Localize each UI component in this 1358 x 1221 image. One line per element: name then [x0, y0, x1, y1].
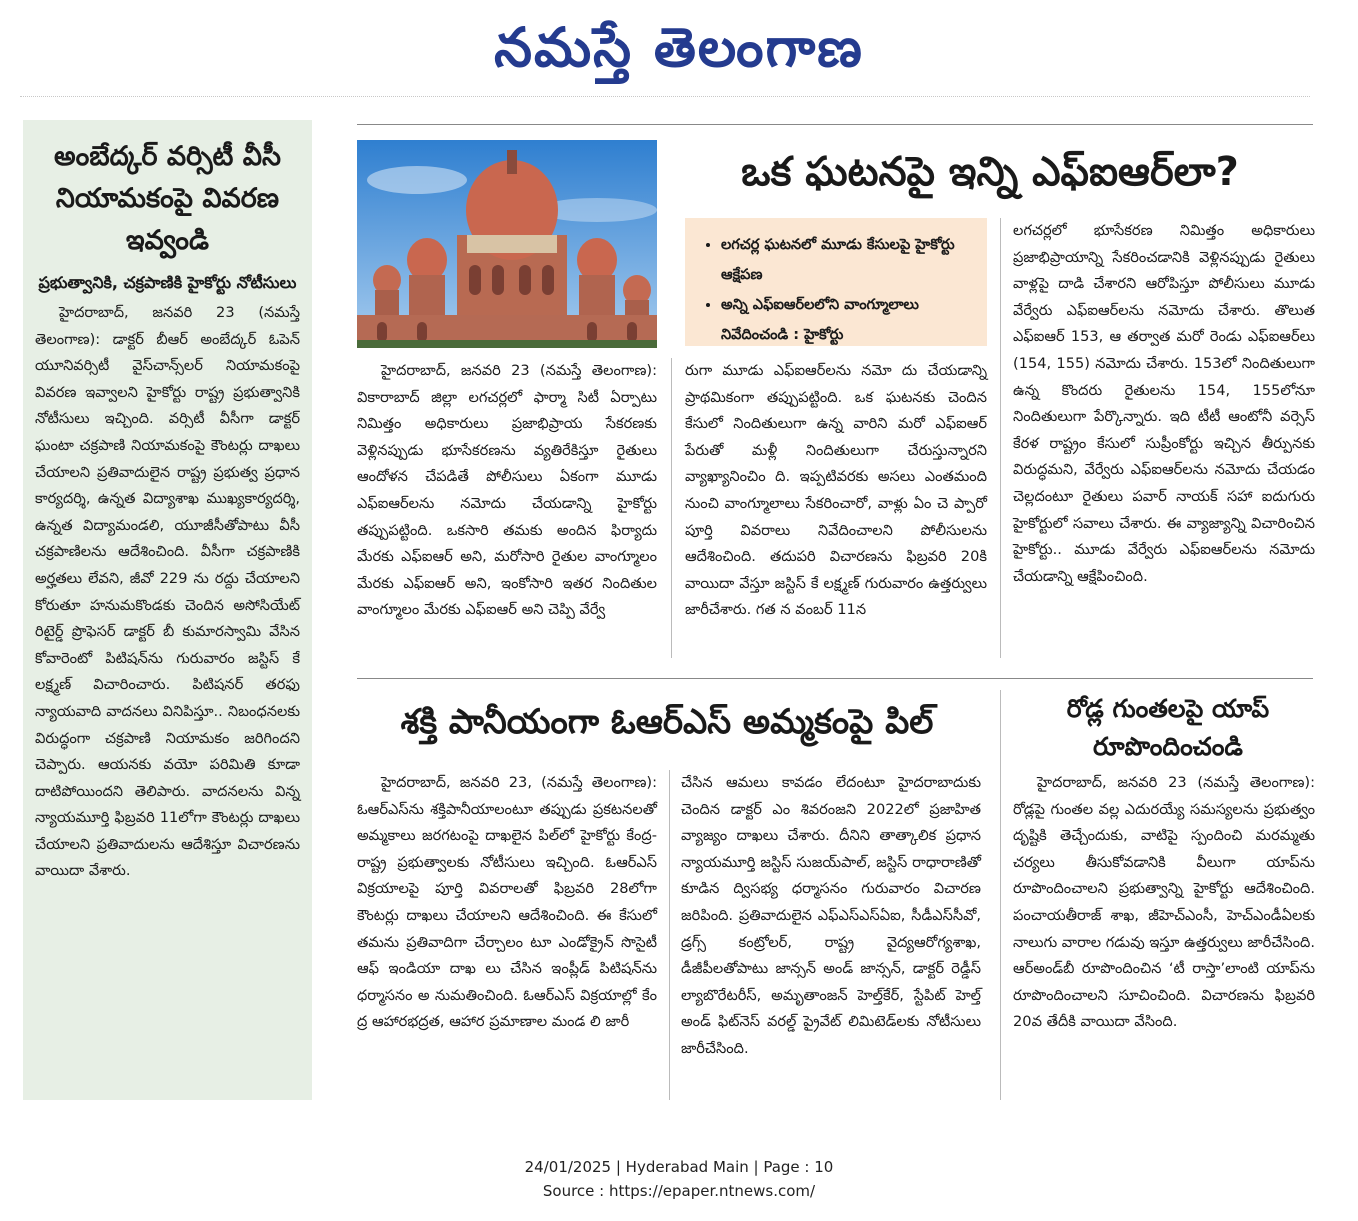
- article3-column: [1013, 770, 1315, 1036]
- article2-column-2: [681, 770, 981, 1063]
- article2-headline: శక్తి పానీయంగా ఓఆర్ఎస్ అమ్మకంపై పిల్: [400, 702, 934, 742]
- highlight-item: • అన్ని ఎఫ్ఐఆర్‌లలోని వాంగ్మూలాలు నివేదించండి : హైకోర్టు: [721, 290, 977, 350]
- masthead: [0, 8, 1358, 88]
- article1-headline: ఒక ఘటనపై ఇన్ని ఎఫ్ఐఆర్‌లా?: [741, 149, 1239, 195]
- column-divider: [669, 770, 670, 1100]
- footer-source-link[interactable]: Source : https://epaper.ntnews.com/: [542, 1182, 816, 1200]
- article1-col2-text: రుగా మూడు ఎఫ్ఐఆర్‌లను నమో దు చేయడాన్ని ప్రాథమికంగా తప్పుపట్టింది. ఒక ఘటనకు చెందిన కేసులో నిందితులుగా ఉన్న వారిని మరో ఎఫ్ఐఆర్ పేరుతో మళ్లీ నిందితులుగా చేరుస్తున్నారని వ్యాఖ్యానించిం ది. ఇప్పటివరకు అసలు ఎంతమంది నుంచి వాంగ్మూలాలు సేకరించారో, వాళ్లు ఏం చె ప్పారో పూర్తి వివరాలు నివేదించాలని పోలీసులను ఆదేశించింది. తదుపరి విచారణను ఫిబ్రవరి 20కి వాయిదా వేస్తూ జస్టిస్ కే లక్ష్మణ్ గురువారం ఉత్తర్వులు జారీచేశారు. గత న వంబర్ 11న: [685, 362, 987, 619]
- article2-col2-text: చేసిన ఆమలు కావడం లేదంటూ హైదరాబాదుకు చెందిన డాక్టర్ ఎం శివరంజని 2022లో ప్రజాహిత వ్యాజ్యం దాఖలు చేశారు. దీనిని తాత్కాలిక ప్రధాన న్యాయమూర్తి జస్టిస్ సుజయ్‌పాల్, జస్టిస్ రాధారాణితో కూడిన ద్విసభ్య ధర్మాసనం గురువారం విచారణ జరిపింది. ప్రతివాదులైన ఎఫ్ఎస్ఎస్ఏఐ, సీడీఎస్‌సీవో, డ్రగ్స్ కంట్రోలర్, రాష్ట్ర వైద్యఆరోగ్యశాఖ, డీజీపీలతోపాటు జాన్సన్ అండ్ జాన్సన్, డాక్టర్ రెడ్డీస్ ల్యాబొరేటరీస్, అమృతాంజన్ హెల్త్‌కేర్, స్టేపిట్ హెల్త్ అండ్ ఫిట్‌నెస్ వరల్డ్ ప్రైవేట్ లిమిటెడ్‌లకు నోటీసులు జారీచేసింది.: [681, 774, 981, 1057]
- highlight-item: • లగచర్ల ఘటనలో మూడు కేసులపై హైకోర్టు ఆక్షేపణ: [721, 230, 977, 290]
- masthead-divider: [20, 96, 1310, 103]
- article1-highlights: [685, 218, 987, 346]
- article3-body: హైదరాబాద్, జనవరి 23 (నమస్తే తెలంగాణ): రోడ్లపై గుంతల వల్ల ఎదురయ్యే సమస్యలను ప్రభుత్వం దృష్టికి తెచ్చేందుకు, వాటిపై స్పందించి మరమ్మతు చర్యలు తీసుకోవడానికి వీలుగా యాప్‌ను రూపొందించాలని ప్రభుత్వాన్ని హైకోర్టు ఆదేశించింది. పంచాయతీరాజ్ శాఖ, జీహెచ్ఎంసీ, హెచ్ఎండీఏలకు నాలుగు వారాల గడువు ఇస్తూ ఉత్తర్వులు జారీచేసింది. ఆర్అండ్‌బీ రూపొందించిన ‘టీ రాస్తా’లాంటి యాప్‌ను రూపొందించాలని సూచించింది. విచారణను ఫిబ్రవరి 20వ తేదీకి వాయిదా వేసింది.: [1013, 774, 1315, 1031]
- article1-column-3: [1013, 218, 1315, 590]
- article2-col1-text: హైదరాబాద్, జనవరి 23, (నమస్తే తెలంగాణ): ఓఆర్ఎస్‌ను శక్తిపానీయాలంటూ తప్పుడు ప్రకటనలతో అమ్మకాలు జరగటంపై దాఖలైన పిల్‌లో హైకోర్టు కేంద్ర-రాష్ట్ర ప్రభుత్వాలకు నోటీసులు ఇచ్చింది. ఓఆర్ఎస్ విక్రయాలపై పూర్తి వివరాలతో ఫిబ్రవరి 28లోగా కౌంటర్లు దాఖలు చేయాలని ఆదేశించింది. ఈ కేసులో తమను ప్రతివాదిగా చేర్చాలం టూ ఎండోక్రైన్ సొసైటీ ఆఫ్ ఇండియా దాఖ లు చేసిన ఇంప్లీడ్ పిటిషన్‌ను ధర్మాసనం అ నుమతించింది. ఓఆర్ఎస్ విక్రయాల్లో కేం ద్ర ఆహారభద్రత, ఆహార ప్రమాణాల మండ లి జారీ: [357, 774, 657, 1031]
- sidebar-headline: అంబేద్కర్ వర్సిటీ వీసీ నియామకంపై వివరణ ఇవ్వండి: [54, 141, 281, 256]
- article3-headline: రోడ్ల గుంతలపై యాప్ రూపొందించండి: [1066, 694, 1270, 761]
- sidebar-body: హైదరాబాద్, జనవరి 23 (నమస్తే తెలంగాణ): డాక్టర్ బీఆర్ అంబేద్కర్ ఓపెన్ యూనివర్సిటీ వైస్‌చాన్స్‌లర్ నియామకంపై వివరణ ఇవ్వాలని హైకోర్టు రాష్ట్ర ప్రభుత్వానికి నోటీసులు ఇచ్చింది. వర్సిటీ వీసీగా డాక్టర్ ఘంటా చక్రపాణి నియామకంపై కౌంటర్లు దాఖలు చేయాలని ప్రతివాదులైన రాష్ట్ర ప్రభుత్వ ప్రధాన కార్యదర్శి, ఉన్నత విద్యాశాఖ ముఖ్యకార్యదర్శి, ఉన్నత విద్యామండలి, యూజీసీతోపాటు వీసీ చక్రపాణిలను ఆదేశించింది. వీసీగా చక్రపాణికి అర్హతలు లేవని, జీవో 229 ను రద్దు చేయాలని కోరుతూ హనుమకొండకు చెందిన అసోసియేట్ రిటైర్డ్ ప్రొఫెసర్ డాక్టర్ బీ కుమారస్వామి వేసిన కోవారెంటో పిటిషన్‌ను గురువారం జస్టిస్ కే లక్ష్మణ్ విచారించారు. పిటిషనర్ తరఫు న్యాయవాది వాదనలు వినిపిస్తూ.. నిబంధనలకు విరుద్ధంగా చక్రపాణి నియామకం జరిగిందని చెప్పారు. ఆయనకు వయో పరిమితి కూడా దాటిపోయిందని తెలిపారు. వాదనలను విన్న న్యాయమూర్తి ఫిబ్రవరి 11లోగా కౌంటర్లు దాఖలు చేయాలని ప్రతివాదులను ఆదేశిస్తూ విచారణను వాయిదా వేశారు.: [35, 304, 300, 880]
- article2-column-1: [357, 770, 657, 1036]
- article1-col1-text: హైదరాబాద్, జనవరి 23 (నమస్తే తెలంగాణ): వికారాబాద్ జిల్లా లగచర్లలో ఫార్మా సిటీ ఏర్పాటు నిమిత్తం అధికారులు ప్రజాభిప్రాయ సేకరణకు వెళ్లినప్పుడు భూసేకరణను వ్యతిరేకిస్తూ రైతులు ఆందోళన చేపడితే పోలీసులు ఏకంగా మూడు ఎఫ్ఐఆర్‌లను నమోదు చేయడాన్ని హైకోర్టు తప్పుపట్టింది. ఒకసారి తమకు అందిన ఫిర్యాదు మేరకు ఎఫ్ఐఆర్ అని, మరోసారి రైతుల వాంగ్మూలం మేరకు ఎఫ్ఐఆర్ అని, ఇంకోసారి ఇతర నిందితుల వాంగ్మూలం మేరకు ఎఫ్ఐఆర్ అని చెప్పి వేర్వే: [357, 362, 657, 619]
- article1-column-2: [685, 358, 987, 624]
- column-divider: [1000, 218, 1001, 658]
- article1-col3-text: లగచర్లలో భూసేకరణ నిమిత్తం అధికారులు ప్రజాభిప్రాయాన్ని సేకరించడానికి వెళ్లినప్పుడు రైతులు వాళ్లపై దాడి చేశారని ఆరోపిస్తూ పోలీసులు మూడు వేర్వేరు ఎఫ్ఐఆర్‌లను నమోదు చేశారు. తొలుత ఎఫ్ఐఆర్ 153, ఆ తర్వాత మరో రెండు ఎఫ్ఐఆర్‌లు (154, 155) నమోదు చేశారు. 153లో నిందితులుగా ఉన్న కొందరు రైతులను 154, 155లోనూ నిందితులుగా పేర్కొన్నారు. ఇది టీటీ ఆంటోనీ వర్సెస్ కేరళ రాష్ట్రం కేసులో సుప్రీంకోర్టు ఇచ్చిన తీర్పునకు విరుద్ధమని, వేర్వేరు ఎఫ్ఐఆర్‌లను నమోదు చేయడం చెల్లదంటూ రైతులు పవార్ నాయక్ సహా ఐదుగురు హైకోర్టులో సవాలు చేశారు. ఈ వ్యాజ్యాన్ని విచారించిన హైకోర్టు.. మూడు వేర్వేరు ఎఫ్ఐఆర్‌లను నమోదు చేయడాన్ని ఆక్షేపించింది.: [1013, 222, 1315, 585]
- sidebar-subhead: ప్రభుత్వానికి, చక్రపాణికి హైకోర్టు నోటీసులు: [38, 273, 297, 292]
- newspaper-logo: నమస్తే తెలంగాణ: [494, 16, 864, 79]
- article1-column-1: [357, 358, 657, 624]
- middle-rule: [357, 678, 1313, 679]
- column-divider: [1000, 690, 1001, 1100]
- high-court-photo: [357, 140, 657, 348]
- column-divider: [671, 358, 672, 658]
- footer-date-line: 24/01/2025 | Hyderabad Main | Page : 10: [524, 1158, 834, 1176]
- sidebar-article: [23, 120, 312, 1100]
- top-rule: [357, 124, 1313, 125]
